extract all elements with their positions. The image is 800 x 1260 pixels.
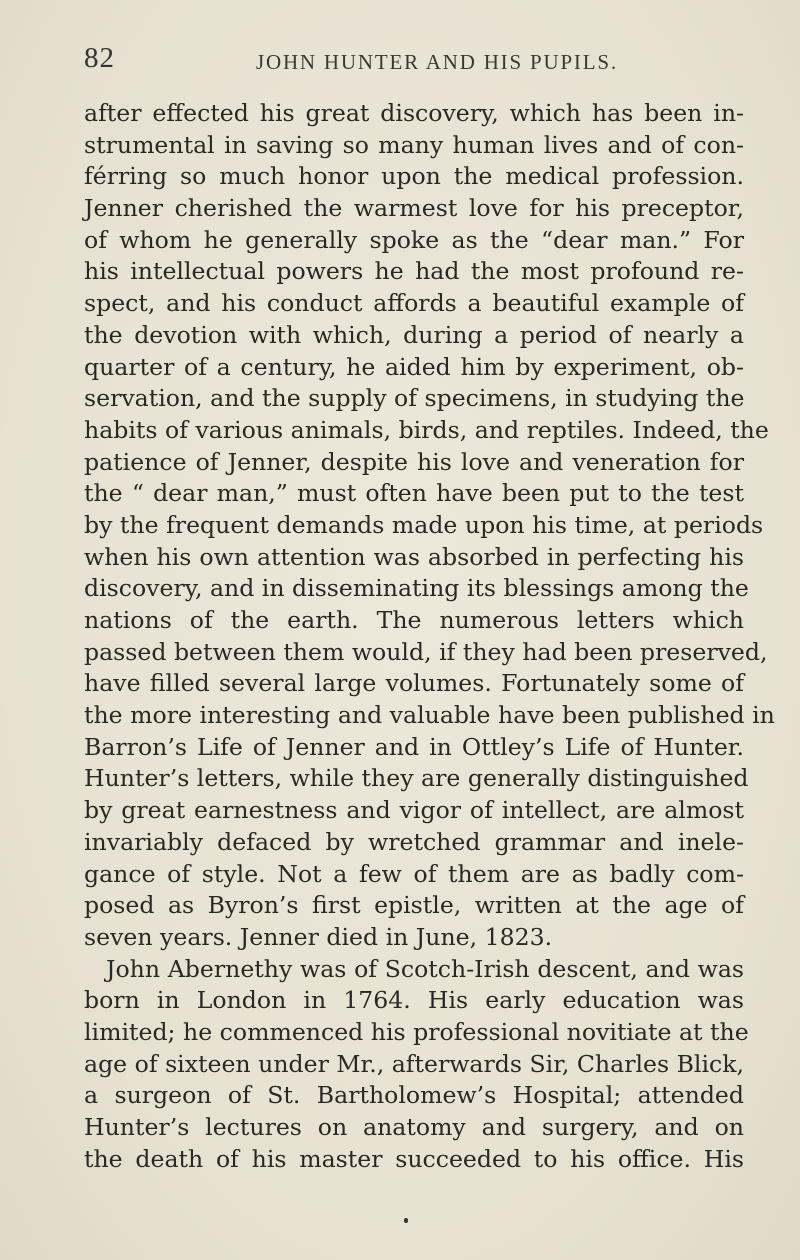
text-line: discovery, and in disseminating its blessings among the [84, 574, 749, 603]
text-line: of whom he generally spoke as the “dear man.” For [84, 225, 744, 254]
text-line: habits of various animals, birds, and reptiles. Indeed, the [84, 415, 769, 444]
text-line: John Abernethy was of Scotch-Irish descent, and was [106, 954, 744, 983]
text-line: age of sixteen under Mr., afterwards Sir, Charles Blick, [84, 1049, 745, 1078]
text-line: his intellectual powers he had the most profound re- [84, 257, 744, 286]
text-line: after effected his great discovery, which has been in- [84, 99, 744, 127]
text-line: gance of style. Not a few of them are as badly com- [84, 859, 744, 888]
text-line: when his own attention was absorbed in perfecting his [84, 542, 744, 571]
text-line: servation, and the supply of specimens, in studying the [84, 384, 745, 413]
text-line: born in London in 1764. His early education was [84, 986, 744, 1015]
text-line: patience of Jenner, despite his love and veneration for [84, 447, 744, 476]
page-number: 82 [84, 42, 115, 74]
text-line: Jenner cherished the warmest love for his preceptor, [84, 194, 744, 223]
text-line: férring so much honor upon the medical profession. [84, 162, 744, 191]
text-line: the more interesting and valuable have been published in [84, 701, 775, 730]
text-line: the death of his master succeeded to his office. His [84, 1144, 744, 1173]
text-line: Hunter’s letters, while they are generally distinguished [84, 764, 749, 793]
text-line: by great earnestness and vigor of intellect, are almost [84, 796, 744, 825]
page-header [84, 42, 724, 82]
ink-speck [404, 1218, 408, 1223]
text-line: by the frequent demands made upon his time, at periods [84, 510, 764, 539]
text-line: posed as Byron’s first epistle, written at the age of [84, 891, 744, 920]
body-text [84, 98, 775, 1175]
text-line: quarter of a century, he aided him by experiment, ob- [84, 352, 744, 381]
text-line: spect, and his conduct affords a beautiful example of [84, 289, 744, 318]
text-line: Hunter’s lectures on anatomy and surgery, and on [84, 1113, 744, 1141]
text-line: Barron’s Life of Jenner and in Ottley’s Life of Hunter. [84, 732, 744, 761]
text-line: the “ dear man,” must often have been put to the test [84, 479, 744, 508]
text-line: a surgeon of St. Bartholomew’s Hospital; attended [84, 1081, 744, 1110]
text-line: passed between them would, if they had been preserved, [84, 637, 768, 666]
text-line: limited; he commenced his professional novitiate at the [84, 1017, 749, 1046]
text-line: have filled several large volumes. Fortunately some of [84, 669, 744, 698]
text-line: the devotion with which, during a period of nearly a [84, 320, 744, 349]
text-line: seven years. Jenner died in June, 1823. [84, 922, 553, 951]
text-line: nations of the earth. The numerous letters which [84, 606, 744, 634]
text-line: strumental in saving so many human lives and of con- [84, 130, 744, 159]
text-line: invariably defaced by wretched grammar and inele- [84, 827, 744, 856]
running-title: JOHN HUNTER AND HIS PUPILS. [256, 50, 618, 74]
